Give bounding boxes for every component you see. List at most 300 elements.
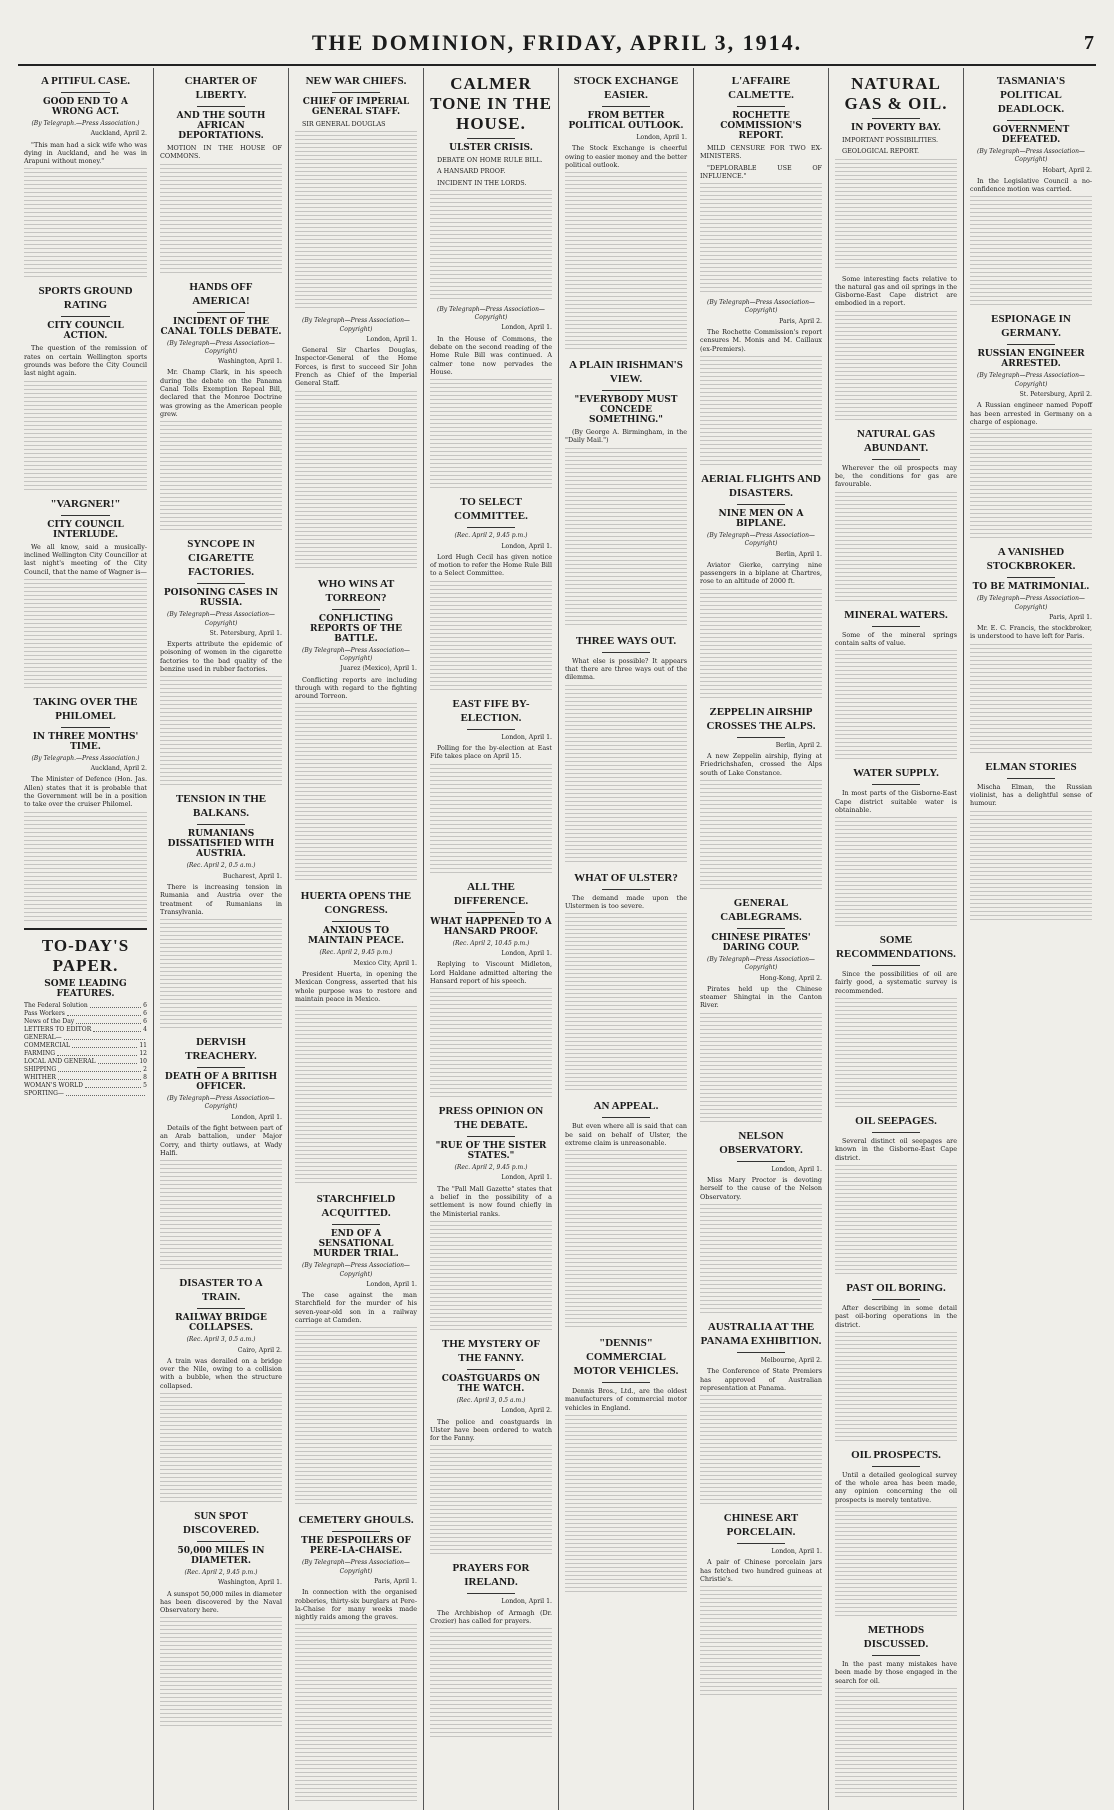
article-subheadline: NINE MEN ON A BIPLANE. — [718, 508, 804, 529]
headline-rule — [872, 1466, 921, 1467]
headline-rule — [872, 1655, 921, 1656]
article — [835, 1114, 957, 1275]
toc-item-label: SPORTING— — [24, 1089, 64, 1097]
article-body — [970, 624, 1092, 641]
column-6 — [693, 68, 828, 1810]
article — [160, 74, 282, 274]
article-credit: (Rec. April 3, 0.5 a.m.) — [456, 1396, 526, 1404]
article-body — [295, 676, 417, 701]
article — [835, 427, 957, 602]
article-body — [24, 543, 147, 576]
body-text-lines — [430, 988, 552, 1098]
paragraph: Dennis Bros., Ltd., are the oldest manufacturers of commercial motor vehicles in England. — [565, 1387, 687, 1412]
article-headline: WHO WINS AT TORREON? — [317, 577, 395, 604]
paragraph: What else is possible? It appears that there are three ways out of the dilemma. — [565, 656, 687, 682]
columns-container — [18, 68, 1098, 1685]
article-dateline: London, April 1. — [231, 1113, 282, 1121]
body-text-lines — [295, 703, 417, 883]
paragraph: General Sir Charles Douglas, Inspector-General of the Home Forces, is first to succeed Sir John French as Chief of the Imperial General Staff. — [295, 346, 417, 388]
article-body — [160, 883, 282, 916]
toc-item — [24, 1050, 147, 1058]
body-text-lines — [160, 421, 282, 531]
article-dateline: London, April 1. — [501, 1598, 552, 1606]
headline-rule — [872, 626, 921, 627]
headline-rule — [602, 1382, 651, 1383]
toc-leader — [67, 1010, 141, 1016]
headline-rule — [61, 316, 110, 317]
article-headline: NATURAL GAS & OIL. — [844, 74, 948, 113]
headline-rule — [872, 1299, 921, 1300]
article-credit: (By Telegraph—Press Association—Copyright) — [302, 646, 410, 662]
headline-rule — [467, 1593, 516, 1594]
headline-rule — [332, 92, 381, 93]
article — [430, 306, 552, 489]
headline-rule — [872, 459, 921, 460]
paragraph: MOTION IN THE HOUSE OF COMMONS. — [160, 144, 282, 161]
headline-rule — [602, 1117, 651, 1118]
article — [565, 74, 687, 352]
article — [430, 495, 552, 690]
article-dateline: London, April 1. — [501, 733, 552, 741]
paragraph: Details of the fight between part of an Arab battalion, under Major Corry, and thirty outlaws, at Wady Halfi. — [160, 1124, 282, 1157]
headline-rule — [332, 921, 381, 922]
paragraph: Several distinct oil seepages are known in the Gisborne-East Cape district. — [835, 1137, 957, 1162]
article-subheadline: END OF A SENSATIONAL MURDER TRIAL. — [313, 1229, 399, 1260]
article — [835, 275, 957, 421]
toc-item-page: 12 — [139, 1049, 147, 1057]
toc-item — [24, 1066, 147, 1074]
headline-rule — [197, 106, 246, 107]
article-headline: STARCHFIELD ACQUITTED. — [316, 1193, 396, 1220]
article-headline: AUSTRALIA AT THE PANAMA EXHIBITION. — [700, 1320, 822, 1347]
article-headline: TO SELECT COMMITTEE. — [454, 496, 528, 523]
article-dateline: Hong-Kong, April 2. — [759, 974, 822, 982]
article — [565, 634, 687, 865]
headline-rule — [602, 652, 651, 653]
article-subheadline: ANXIOUS TO MAINTAIN PEACE. — [308, 926, 404, 947]
article-dateline: London, April 1. — [501, 1174, 552, 1182]
article — [430, 74, 552, 300]
paragraph: The Minister of Defence (Hon. Jas. Allen) states that it is probable that the Government will be in a position to take over the cruiser Philomel. — [24, 775, 147, 809]
article-body — [970, 783, 1092, 808]
body-text-lines — [160, 676, 282, 786]
body-text-lines — [295, 1327, 417, 1507]
toc-item — [24, 1010, 147, 1018]
article-subheadline: INCIDENT OF THE CANAL TOLLS DEBATE. — [160, 316, 282, 337]
article-headline: ALL THE DIFFERENCE. — [453, 880, 529, 907]
paragraph: After describing in some detail past oil-boring operations in the district. — [835, 1303, 957, 1329]
body-text-lines — [835, 492, 957, 602]
body-text-lines — [835, 817, 957, 927]
toc-item-page: 11 — [139, 1041, 147, 1049]
toc-leader — [72, 1042, 137, 1048]
article-credit: (By Telegraph—Press Association—Copyright) — [302, 1559, 410, 1575]
toc-leader — [90, 1002, 141, 1008]
article-body — [970, 401, 1092, 426]
article-headline: AERIAL FLIGHTS AND DISASTERS. — [701, 472, 821, 499]
headline-rule — [737, 504, 786, 505]
paragraph: In most parts of the Gisborne-East Cape district suitable water is obtainable. — [835, 789, 957, 814]
paragraph: IMPORTANT POSSIBILITIES. — [842, 136, 939, 144]
headline-rule — [602, 390, 651, 391]
article-headline: SUN SPOT DISCOVERED. — [182, 1509, 260, 1536]
article-dateline: Hobart, April 2. — [1042, 166, 1092, 174]
article — [295, 577, 417, 884]
article-body — [970, 177, 1092, 194]
body-text-lines — [430, 1628, 552, 1738]
article-headline: MINERAL WATERS. — [844, 608, 948, 621]
article — [430, 697, 552, 874]
article-headline: TAKING OVER THE PHILOMEL — [33, 695, 138, 722]
paragraph: A new Zeppelin airship, flying at Friedrichshafen, crossed the Alps south of Lake Constance. — [700, 752, 822, 777]
article-credit: (Rec. April 2, 10.45 p.m.) — [452, 939, 530, 947]
body-text-lines — [24, 168, 147, 278]
article-headline: TASMANIA'S POLITICAL DEADLOCK. — [996, 75, 1066, 115]
article-headline: THREE WAYS OUT. — [575, 634, 677, 647]
toc-item-label: The Federal Solution — [24, 1001, 88, 1009]
headline-rule — [1007, 120, 1056, 121]
article-headline: PAST OIL BORING. — [846, 1281, 946, 1294]
toc-item — [24, 1058, 147, 1066]
article-dateline: London, April 1. — [501, 542, 552, 550]
article-headline: OIL SEEPAGES. — [855, 1115, 937, 1128]
article-body — [835, 1137, 957, 1162]
headline-rule — [61, 515, 110, 516]
paragraph: There is increasing tension in Rumania and Austria over the treatment of Rumanians in Transylvania. — [160, 882, 282, 916]
toc-item-label: GENERAL— — [24, 1033, 62, 1041]
paragraph: The Archbishop of Armagh (Dr. Crozier) has called for prayers. — [430, 1608, 552, 1625]
article-headline: HANDS OFF AMERICA! — [189, 280, 253, 307]
headline-rule — [467, 138, 516, 139]
article-credit: (By Telegraph—Press Association—Copyright) — [167, 611, 275, 627]
article-body — [835, 275, 957, 308]
article — [295, 889, 417, 1186]
headline-rule — [332, 1224, 381, 1225]
article-headline: CHINESE ART PORCELAIN. — [723, 1512, 799, 1539]
article-subheadline: RUMANIANS DISSATISFIED WITH AUSTRIA. — [167, 829, 275, 860]
article-credit: (By Telegraph—Press Association—Copyright) — [707, 955, 815, 972]
article-credit: (Rec. April 2, 9.45 p.m.) — [454, 532, 528, 540]
article-body — [835, 789, 957, 814]
toc-leader — [98, 1058, 138, 1064]
article-headline: STOCK EXCHANGE EASIER. — [573, 75, 679, 101]
article-subheadline: WHAT HAPPENED TO A HANSARD PROOF. — [430, 916, 552, 937]
article — [160, 1509, 282, 1727]
paragraph: A Russian engineer named Popoff has been arrested in Germany on a charge of espionage. — [970, 401, 1092, 426]
body-text-lines — [835, 1165, 957, 1275]
paragraph: The demand made upon the Ulstermen is too severe. — [565, 893, 687, 910]
article-credit: (Rec. April 2, 0.5 a.m.) — [186, 862, 256, 870]
article-credit: (By Telegraph—Press Association—Copyright) — [977, 148, 1085, 164]
article-credit: (By Telegraph—Press Association—Copyright) — [707, 531, 815, 548]
article — [430, 1561, 552, 1738]
body-text-lines — [160, 1393, 282, 1503]
article-dateline: London, April 1. — [636, 134, 687, 141]
toc-item-label: LETTERS TO EDITOR — [24, 1025, 92, 1033]
body-text-lines — [565, 913, 687, 1093]
article-dateline: Mexico City, April 1. — [353, 959, 417, 967]
paragraph: Mischa Elman, the Russian violinist, has a delightful sense of humour. — [970, 782, 1092, 808]
article — [835, 1623, 957, 1798]
article-credit: (Rec. April 2, 9.45 p.m.) — [454, 1164, 528, 1172]
article-headline: CALMER TONE IN THE HOUSE. — [430, 74, 552, 133]
article-dateline: St. Petersburg, April 1. — [209, 629, 282, 637]
paragraph: But even where all is said that can be said on behalf of Ulster, the extreme claim is unreasonable. — [565, 1122, 687, 1147]
article — [700, 299, 822, 466]
paragraph: A train was derailed on a bridge over the Nile, owing to a collision with a bubble, when the structure collapsed. — [160, 1356, 282, 1390]
paragraph: The police and coastguards in Ulster have been ordered to watch for the Fanny. — [430, 1417, 552, 1443]
body-text-lines — [700, 1586, 822, 1696]
article-dateline: Berlin, April 1. — [775, 550, 822, 558]
body-text-lines — [24, 381, 147, 491]
article-subheadline: CITY COUNCIL ACTION. — [47, 321, 124, 342]
article-subheadline: IN THREE MONTHS' TIME. — [32, 731, 139, 752]
headline-rule — [197, 1541, 246, 1542]
article-body — [160, 1590, 282, 1615]
toc-leader — [57, 1050, 137, 1056]
article-dateline: London, April 1. — [366, 335, 417, 343]
article-body — [430, 553, 552, 578]
toc-subtitle: SOME LEADING FEATURES. — [44, 978, 127, 999]
body-text-lines — [700, 1204, 822, 1314]
article — [970, 74, 1092, 306]
article-headline: "DENNIS" COMMERCIAL MOTOR VEHICLES. — [573, 1337, 679, 1378]
article-dateline: Washington, April 1. — [218, 358, 282, 366]
toc-item-label: LOCAL AND GENERAL — [24, 1057, 96, 1065]
body-text-lines — [700, 780, 822, 890]
toc-item-page: 6 — [143, 1009, 147, 1017]
article-body — [565, 657, 687, 682]
article-body — [700, 1176, 822, 1201]
article-body — [700, 144, 822, 180]
toc-item — [24, 1034, 147, 1042]
paragraph: In the House of Commons, the debate on the second reading of the Home Rule Bill was continued. A calmer tone now pervades the House. — [430, 334, 552, 376]
article-subheadline: COASTGUARDS ON THE WATCH. — [441, 1373, 541, 1394]
column-3 — [288, 68, 423, 1810]
article — [430, 1104, 552, 1331]
toc-item-page: 4 — [143, 1025, 147, 1033]
article — [700, 896, 822, 1123]
toc-item-label: FARMING — [24, 1049, 56, 1057]
article — [700, 1511, 822, 1696]
headline-rule — [467, 527, 516, 528]
article-subheadline: 50,000 MILES IN DIAMETER. — [177, 1545, 265, 1566]
article-body — [295, 970, 417, 1003]
body-text-lines — [565, 448, 687, 628]
headline-rule — [332, 1531, 381, 1532]
article-subheadline: RUSSIAN ENGINEER ARRESTED. — [977, 349, 1085, 370]
article-dateline: St. Petersburg, April 2. — [1019, 391, 1092, 399]
headline-rule — [467, 1369, 516, 1370]
article-body — [430, 1185, 552, 1218]
article-body — [835, 1471, 957, 1504]
article-body — [430, 1609, 552, 1626]
article-subheadline: CONFLICTING REPORTS OF THE BATTLE. — [309, 613, 403, 644]
article-body — [160, 368, 282, 418]
article — [700, 1320, 822, 1505]
article — [160, 1276, 282, 1503]
article-body — [24, 344, 147, 377]
body-text-lines — [700, 183, 822, 293]
headline-rule — [737, 928, 786, 929]
article-body — [295, 120, 417, 128]
article — [24, 74, 147, 278]
headline-rule — [737, 106, 786, 107]
article-credit: (By Telegraph—Press Association—Copyright) — [977, 595, 1085, 611]
masthead-title: THE DOMINION, FRIDAY, APRIL 3, 1914. — [311, 30, 803, 55]
article-body — [700, 985, 822, 1010]
article-headline: PRESS OPINION ON THE DEBATE. — [438, 1105, 544, 1132]
article-dateline: Auckland, April 2. — [90, 765, 147, 773]
toc-item-page: 6 — [143, 1001, 147, 1009]
column-8 — [963, 68, 1098, 1810]
headline-rule — [197, 1067, 246, 1068]
paragraph: In connection with the organised robberies, thirty-six burglars at Pere-la-Chaise for many weeks made nightly raids among the graves. — [295, 1588, 417, 1622]
article — [295, 1192, 417, 1507]
article — [160, 537, 282, 786]
article — [24, 695, 147, 922]
paragraph: The "Pall Mall Gazette" states that a belief in the possibility of a settlement is now found chiefly in the Ministerial ranks. — [430, 1184, 552, 1218]
headline-rule — [1007, 344, 1056, 345]
article — [835, 766, 957, 927]
article-dateline: Cairo, April 2. — [237, 1346, 282, 1354]
article-dateline: Auckland, April 2. — [90, 130, 147, 138]
article-credit: (By Telegraph—Press Association—Copyright) — [167, 339, 275, 355]
paragraph: The Stock Exchange is cheerful owing to easier money and the better political outlook. — [565, 144, 687, 169]
toc-leader — [85, 1082, 141, 1088]
article — [565, 1099, 687, 1330]
toc-item — [24, 1042, 147, 1050]
article-headline: WATER SUPPLY. — [853, 767, 939, 780]
article-body — [160, 144, 282, 161]
article-dateline: Paris, April 2. — [779, 317, 822, 325]
paragraph: Since the possibilities of oil are fairly good, a systematic survey is recommended. — [835, 970, 957, 995]
article-body — [430, 156, 552, 187]
article-headline: A PLAIN IRISHMAN'S VIEW. — [569, 359, 683, 386]
paragraph: In the Legislative Council a no-confidence motion was carried. — [970, 176, 1092, 194]
article-headline: OIL PROSPECTS. — [851, 1448, 941, 1461]
article-headline: NATURAL GAS ABUNDANT. — [856, 427, 936, 454]
body-text-lines — [835, 1507, 957, 1617]
article-headline: DISASTER TO A TRAIN. — [179, 1277, 263, 1304]
paragraph: Experts attribute the epidemic of poisoning of women in the cigarette factories to the bad quality of the benzine used in rubber factories. — [160, 640, 282, 674]
paragraph: Mr. Champ Clark, in his speech during the debate on the Panama Canal Tolls Exemption Repeal Bill, declared that the Monroe Doctrine was growing as the American people grew. — [160, 368, 282, 418]
article-body — [700, 328, 822, 353]
article — [430, 880, 552, 1098]
toc-item — [24, 1082, 147, 1090]
article-headline: DERVISH TREACHERY. — [185, 1036, 257, 1063]
article-headline: SOME RECOMMENDATIONS. — [836, 934, 956, 961]
paragraph: MILD CENSURE FOR TWO EX-MINISTERS. — [700, 144, 822, 161]
article-body — [565, 1387, 687, 1412]
article-body — [835, 970, 957, 995]
article-headline: HUERTA OPENS THE CONGRESS. — [300, 890, 412, 917]
paragraph: Miss Mary Proctor is devoting herself to the cause of the Nelson Observatory. — [700, 1176, 822, 1201]
body-text-lines — [970, 196, 1092, 306]
toc-leader — [64, 1034, 145, 1040]
toc-item-label: News of the Day — [24, 1017, 75, 1025]
toc-item-label: WOMAN'S WORLD — [24, 1081, 83, 1089]
article — [160, 280, 282, 532]
body-text-lines — [295, 1006, 417, 1186]
toc-item — [24, 1026, 147, 1034]
article — [565, 871, 687, 1094]
paragraph: Lord Hugh Cecil has given notice of motion to refer the Home Rule Bill to a Select Committee. — [430, 552, 552, 578]
toc-item-label: Pass Workers — [24, 1009, 65, 1017]
article-body — [700, 1367, 822, 1392]
paragraph: The question of the remission of rates on certain Wellington sports grounds was before the City Council last night again. — [24, 344, 147, 378]
body-text-lines — [835, 998, 957, 1108]
headline-rule — [197, 312, 246, 313]
article-body — [700, 561, 822, 586]
article-dateline: Melbourne, April 2. — [760, 1356, 822, 1364]
body-text-lines — [565, 685, 687, 865]
article-headline: NELSON OBSERVATORY. — [719, 1129, 803, 1156]
page-number: 7 — [1084, 32, 1096, 54]
article-subheadline: IN POVERTY BAY. — [851, 123, 941, 133]
body-text-lines — [24, 812, 147, 922]
headline-rule — [737, 737, 786, 738]
article — [565, 1336, 687, 1595]
body-text-lines — [970, 811, 1092, 921]
body-text-lines — [24, 579, 147, 689]
toc-item — [24, 1002, 147, 1010]
article-body — [565, 428, 687, 445]
column-1 — [18, 68, 153, 1810]
article — [970, 760, 1092, 921]
article-headline: ELMAN STORIES — [985, 760, 1077, 773]
article-body — [565, 894, 687, 911]
article-credit: (Rec. April 2, 9.45 p.m.) — [184, 1568, 258, 1576]
body-text-lines — [700, 1395, 822, 1505]
article — [835, 74, 957, 269]
article — [835, 608, 957, 761]
paragraph: (By George A. Birmingham, in the "Daily Mail.") — [565, 428, 687, 445]
paragraph: A pair of Chinese porcelain jars has fetched two hundred guineas at Christie's. — [700, 1558, 822, 1583]
article — [295, 1513, 417, 1804]
paragraph: The case against the man Starchfield for the murder of his seven-year-old son in a railway carriage at Camden. — [295, 1291, 417, 1325]
article-headline: SPORTS GROUND RATING — [38, 285, 133, 312]
article — [160, 792, 282, 1029]
toc-item-page: 5 — [143, 1081, 147, 1089]
body-text-lines — [565, 172, 687, 352]
headline-rule — [602, 889, 651, 890]
column-4 — [423, 68, 558, 1810]
body-text-lines — [835, 311, 957, 421]
article-headline: TENSION IN THE BALKANS. — [175, 793, 267, 820]
article-body — [835, 1304, 957, 1329]
body-text-lines — [970, 429, 1092, 539]
article-credit: (By Telegraph.—Press Association.) — [31, 120, 140, 127]
article-headline: CEMETERY GHOULS. — [298, 1514, 414, 1527]
article — [970, 312, 1092, 539]
article-headline: CHARTER OF LIBERTY. — [184, 75, 258, 101]
article-credit: (Rec. April 2, 9.45 p.m.) — [319, 949, 393, 957]
article-headline: ESPIONAGE IN GERMANY. — [991, 313, 1071, 340]
toc-item-label: SHIPPING — [24, 1065, 57, 1073]
paragraph: "This man had a sick wife who was dying in Auckland, and he was in Arapuni without money." — [24, 140, 147, 166]
body-text-lines — [700, 589, 822, 699]
toc-leader — [58, 1066, 141, 1072]
toc-leader — [76, 1018, 141, 1024]
article — [24, 284, 147, 490]
article — [700, 472, 822, 699]
article-body — [295, 346, 417, 387]
article-headline: NEW WAR CHIEFS. — [305, 75, 407, 87]
article-dateline: London, April 1. — [771, 1548, 822, 1556]
article-body — [835, 1660, 957, 1685]
article-headline: A VANISHED STOCKBROKER. — [986, 546, 1076, 573]
